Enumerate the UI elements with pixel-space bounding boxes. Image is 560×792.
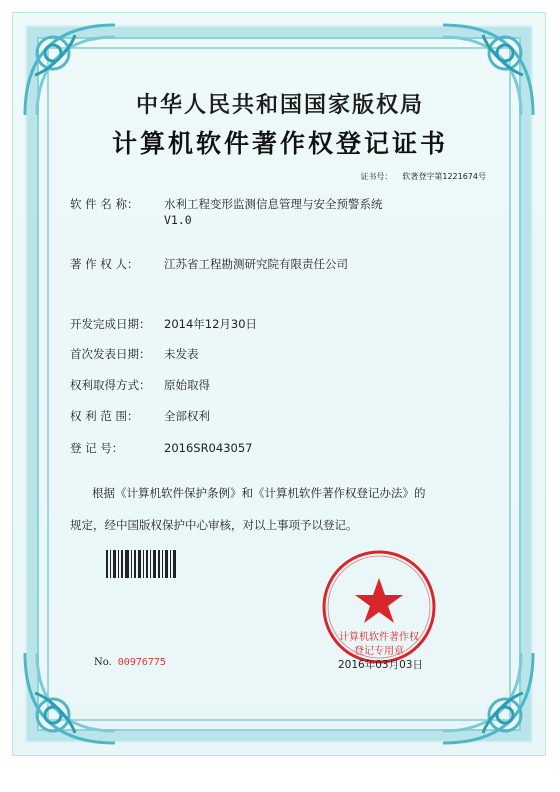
issuer-title: 中华人民共和国国家版权局 — [135, 93, 424, 118]
acquire-value: 原始取得 — [164, 378, 210, 392]
serial-number — [94, 657, 166, 668]
certificate-title: 计算机软件著作权登记证书 — [111, 129, 448, 158]
owner-value: 江苏省工程勘测研究院有限责任公司 — [164, 257, 348, 271]
certificate-number-value: 软著登字第1221674号 — [402, 172, 486, 181]
seal-line-1: 计算机软件著作权 — [339, 632, 419, 643]
serial-label: No. — [94, 657, 112, 668]
certificate-number-label: 证书号： — [360, 172, 393, 181]
acquire-row — [70, 377, 210, 393]
publish-date-value: 未发表 — [164, 347, 199, 361]
dev-date-value: 2014年12月30日 — [164, 317, 258, 331]
issue-date: 2016年03月03日 — [338, 659, 423, 671]
acquire-label: 权利取得方式： — [70, 378, 151, 392]
software-version: V1.0 — [164, 213, 192, 227]
statement-line-1: 根据《计算机软件保护条例》和《计算机软件著作权登记办法》的 — [92, 486, 426, 500]
seal-line-2: 登记专用章 — [354, 646, 404, 657]
barcode-icon — [106, 550, 176, 578]
dev-date-label: 开发完成日期： — [70, 317, 151, 331]
scope-row — [70, 408, 210, 424]
certificate-number — [360, 171, 486, 182]
publish-date-row — [70, 346, 199, 362]
reg-no-label: 登 记 号： — [70, 441, 124, 455]
scope-label: 权 利 范 围： — [70, 409, 139, 423]
serial-value: 00976775 — [117, 657, 166, 668]
owner-label: 著 作 权 人： — [70, 257, 139, 271]
publish-date-label: 首次发表日期： — [70, 347, 151, 361]
statement-line-2: 规定，经中国版权保护中心审核，对以上事项予以登记。 — [70, 518, 358, 532]
software-name-row — [70, 196, 383, 212]
owner-row — [70, 256, 348, 272]
software-name-value: 水利工程变形监测信息管理与安全预警系统 — [164, 197, 383, 211]
dev-date-row — [70, 316, 257, 332]
corner-ornament-icon — [433, 643, 543, 753]
reg-no-value: 2016SR043057 — [164, 441, 253, 455]
software-name-label: 软 件 名 称： — [70, 197, 139, 211]
reg-no-row — [70, 440, 252, 456]
scope-value: 全部权利 — [164, 409, 210, 423]
